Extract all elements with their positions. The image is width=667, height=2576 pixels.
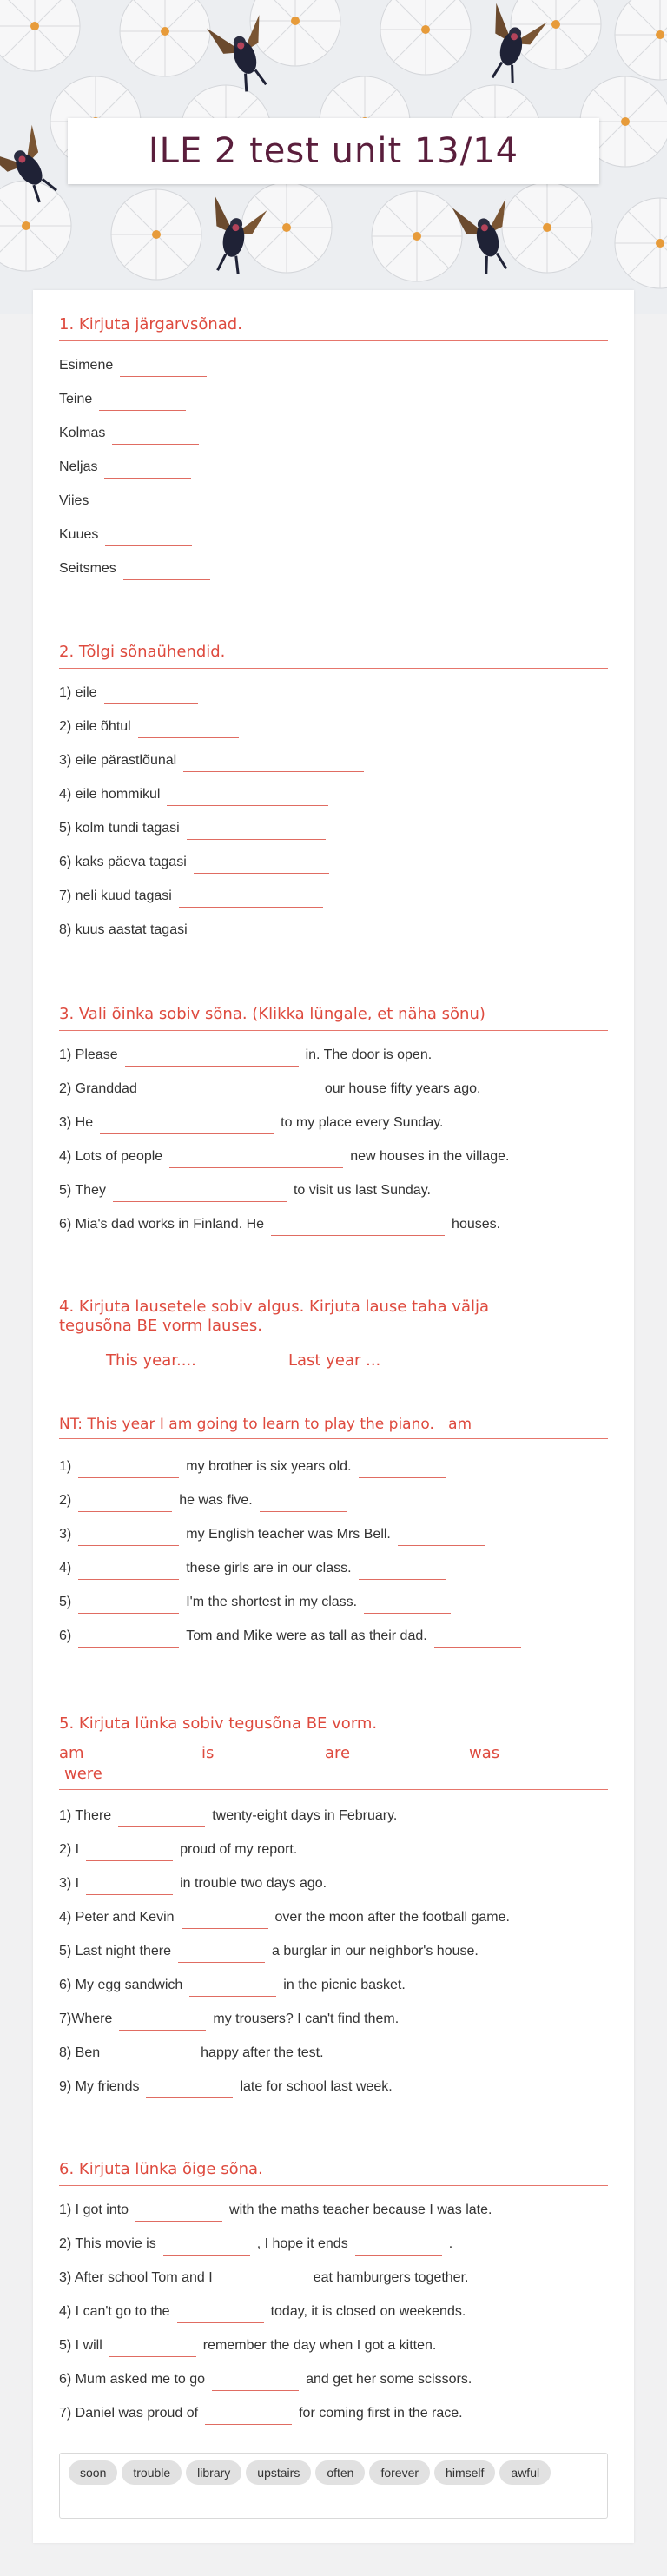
example-row [59, 1416, 608, 1439]
answer-blank[interactable] [105, 529, 192, 546]
answer-blank[interactable] [107, 2047, 194, 2064]
s2-row [59, 817, 333, 840]
s3-row [59, 1179, 431, 1202]
s4-row [59, 1456, 452, 1478]
row-text: proud of my report. [180, 1842, 298, 1857]
answer-blank[interactable] [120, 360, 207, 377]
section-2-title: 2. Tõlgi sõnaühendid. [59, 642, 608, 669]
s1-row [59, 456, 198, 479]
answer-blank[interactable] [167, 789, 328, 806]
page-title: ILE 2 test unit 13/14 [148, 131, 519, 171]
row-num: 3) [59, 1527, 72, 1542]
row-text: to visit us last Sunday. [293, 1183, 431, 1198]
row-text: 6) My egg sandwich [59, 1978, 183, 1992]
start-blank[interactable] [78, 1596, 179, 1614]
example-answer: am [448, 1416, 472, 1433]
answer-blank[interactable] [179, 890, 323, 908]
example-sentence: I am going to learn to play the piano. [159, 1416, 434, 1433]
header-banner [0, 0, 667, 314]
answer-blank[interactable] [355, 2238, 442, 2256]
answer-dropdown[interactable] [125, 1049, 299, 1067]
row-text: today, it is closed on weekends. [270, 2304, 466, 2319]
row-text: for coming first in the race. [299, 2406, 463, 2421]
row-text: 8) Ben [59, 2045, 101, 2060]
row-num: 6) [59, 1628, 72, 1643]
row-text: 5) They [59, 1183, 106, 1198]
row-text: 9) My friends [59, 2079, 140, 2094]
s2-row [59, 682, 205, 704]
row-text: remember the day when I got a kitten. [202, 2338, 437, 2353]
row-text: in. The door is open. [305, 1047, 433, 1062]
s5-row [59, 1906, 510, 1929]
be-form-blank[interactable] [434, 1630, 521, 1648]
answer-blank[interactable] [182, 1912, 268, 1929]
row-label: Kolmas [59, 426, 106, 440]
word-is: is [201, 1744, 215, 1762]
word-chip[interactable]: trouble [122, 2460, 182, 2485]
row-text: a burglar in our neighbor's house. [271, 1944, 479, 1958]
section-6-title: 6. Kirjuta lünka õige sõna. [59, 2159, 608, 2186]
row-text: 6) Mum asked me to go [59, 2372, 206, 2387]
start-blank[interactable] [78, 1529, 179, 1546]
word-was: was [469, 1744, 500, 1762]
row-text: 2) I [59, 1842, 80, 1857]
row-label: 1) eile [59, 685, 97, 700]
s6-row [59, 2402, 463, 2425]
s2-row [59, 750, 371, 772]
row-label: 8) kuus aastat tagasi [59, 922, 188, 937]
s5-row [59, 1805, 397, 1827]
s5-row [59, 1940, 479, 1963]
row-text: my trousers? I can't find them. [213, 2011, 400, 2026]
section-4-title-line2: tegusõna BE vorm lauses. [59, 1317, 262, 1335]
answer-blank[interactable] [118, 1810, 205, 1827]
answer-blank[interactable] [86, 1878, 173, 1895]
answer-dropdown[interactable] [144, 1083, 318, 1100]
row-text: with the maths teacher because I was late. [229, 2203, 492, 2217]
answer-dropdown[interactable] [100, 1117, 274, 1134]
answer-blank[interactable] [178, 1945, 265, 1963]
row-text: 3) He [59, 1115, 94, 1130]
s1-row [59, 388, 193, 411]
word-are: are [325, 1744, 351, 1762]
s4-row [59, 1557, 452, 1580]
s6-row [59, 2368, 472, 2391]
row-text: 2) This movie is [59, 2236, 156, 2251]
row-text: 5) I will [59, 2338, 102, 2353]
row-text: 7)Where [59, 2011, 113, 2026]
s5-row [59, 1974, 406, 1997]
word-bank [59, 2453, 608, 2519]
answer-dropdown[interactable] [169, 1151, 343, 1168]
s6-row [59, 2335, 436, 2357]
row-text: Tom and Mike were as tall as their dad. [186, 1628, 427, 1643]
s2-row [59, 716, 246, 738]
answer-blank[interactable] [86, 1844, 173, 1861]
answer-blank[interactable] [96, 495, 182, 512]
word-chip[interactable]: awful [499, 2460, 551, 2485]
row-text: in the picnic basket. [283, 1978, 406, 1992]
row-text: 4) I can't go to the [59, 2304, 170, 2319]
row-text: twenty-eight days in February. [212, 1808, 398, 1823]
be-form-blank[interactable] [398, 1529, 485, 1546]
start-blank[interactable] [78, 1562, 179, 1580]
s5-row [59, 2008, 399, 2031]
row-text: 2) Granddad [59, 1081, 137, 1096]
answer-blank[interactable] [220, 2272, 307, 2289]
answer-blank[interactable] [187, 822, 326, 840]
row-text: eat hamburgers together. [313, 2270, 469, 2285]
start-blank[interactable] [78, 1630, 179, 1648]
title-box [68, 118, 599, 184]
word-were: were [59, 1765, 608, 1790]
word-chip[interactable]: forever [369, 2460, 430, 2485]
answer-dropdown[interactable] [271, 1219, 445, 1236]
row-text: in trouble two days ago. [180, 1876, 327, 1891]
row-text: 1) Please [59, 1047, 118, 1062]
row-text: our house fifty years ago. [324, 1081, 481, 1096]
row-text: these girls are in our class. [186, 1561, 352, 1575]
row-num: 5) [59, 1595, 72, 1609]
answer-blank[interactable] [99, 393, 186, 411]
row-label: Kuues [59, 527, 99, 542]
s5-row [59, 2076, 393, 2098]
row-text: 3) After school Tom and I [59, 2270, 213, 2285]
section-4-title-line1: 4. Kirjuta lausetele sobiv algus. Kirjuta lause taha välja [59, 1298, 490, 1316]
s3-row [59, 1044, 432, 1067]
s4-row [59, 1523, 492, 1546]
row-text: 4) Peter and Kevin [59, 1910, 175, 1925]
answer-blank[interactable] [104, 687, 198, 704]
answer-blank[interactable] [195, 924, 320, 941]
row-num: 1) [59, 1459, 72, 1474]
s2-row [59, 851, 336, 874]
answer-dropdown[interactable] [113, 1185, 287, 1202]
s5-row [59, 2042, 324, 2064]
s6-row [59, 2267, 468, 2289]
word-chip[interactable]: library [186, 2460, 241, 2485]
s1-row [59, 490, 189, 512]
word-chip[interactable]: upstairs [246, 2460, 311, 2485]
s3-row [59, 1213, 500, 1236]
word-chip[interactable]: often [315, 2460, 365, 2485]
row-label: Neljas [59, 459, 98, 474]
s2-row [59, 885, 330, 908]
answer-blank[interactable] [104, 461, 191, 479]
answer-blank[interactable] [146, 2081, 233, 2098]
row-text: new houses in the village. [350, 1149, 510, 1164]
s3-row [59, 1112, 443, 1134]
answer-blank[interactable] [119, 2013, 206, 2031]
row-label: 5) kolm tundi tagasi [59, 821, 180, 836]
row-text: happy after the test. [201, 2045, 324, 2060]
row-text: late for school last week. [240, 2079, 393, 2094]
row-label: Esimene [59, 358, 114, 373]
row-label: Teine [59, 392, 93, 406]
row-label: Viies [59, 493, 89, 508]
answer-blank[interactable] [205, 2408, 292, 2425]
row-text: 1) I got into [59, 2203, 129, 2217]
answer-blank[interactable] [135, 2204, 222, 2222]
start-blank[interactable] [78, 1495, 172, 1512]
answer-blank[interactable] [194, 856, 329, 874]
s4-row [59, 1625, 528, 1648]
row-text: houses. [452, 1217, 501, 1232]
row-label: 6) kaks päeva tagasi [59, 855, 187, 869]
be-form-blank[interactable] [260, 1495, 347, 1512]
be-form-blank[interactable] [364, 1596, 451, 1614]
s2-row [59, 919, 327, 941]
word-chip[interactable]: himself [434, 2460, 495, 2485]
answer-blank[interactable] [183, 755, 364, 772]
row-text: , I hope it ends [256, 2236, 348, 2251]
s5-row [59, 1873, 327, 1895]
worksheet-card [33, 290, 634, 2543]
be-form-blank[interactable] [359, 1461, 446, 1478]
answer-blank[interactable] [109, 2340, 196, 2357]
row-text: . [448, 2236, 453, 2251]
row-num: 2) [59, 1493, 72, 1508]
example-prefix: NT: [59, 1416, 83, 1433]
row-text: my brother is six years old. [186, 1459, 352, 1474]
answer-blank[interactable] [177, 2306, 264, 2323]
answer-blank[interactable] [163, 2238, 250, 2256]
row-label: 4) eile hommikul [59, 787, 161, 802]
row-label: 3) eile pärastlõunal [59, 753, 177, 768]
row-text: and get her some scissors. [306, 2372, 472, 2387]
row-label: 7) neli kuud tagasi [59, 888, 172, 903]
s1-row [59, 422, 206, 445]
row-text: to my place every Sunday. [281, 1115, 444, 1130]
word-chip[interactable]: soon [69, 2460, 117, 2485]
section-5-title: 5. Kirjuta lünka sobiv tegusõna BE vorm. [59, 1714, 378, 1733]
row-text: 5) Last night there [59, 1944, 171, 1958]
answer-blank[interactable] [189, 1979, 276, 1997]
row-num: 4) [59, 1561, 72, 1575]
row-text: he was five. [179, 1493, 253, 1508]
s1-row [59, 354, 214, 377]
row-text: 7) Daniel was proud of [59, 2406, 199, 2421]
answer-blank[interactable] [138, 721, 239, 738]
s6-row [59, 2301, 466, 2323]
row-label: Seitsmes [59, 561, 116, 576]
s4-row [59, 1489, 353, 1512]
word-am: am [59, 1744, 84, 1762]
row-text: 6) Mia's dad works in Finland. He [59, 1217, 265, 1232]
s2-row [59, 783, 335, 806]
s3-row [59, 1146, 509, 1168]
s1-row [59, 558, 217, 580]
row-text: my English teacher was Mrs Bell. [186, 1527, 391, 1542]
s1-row [59, 524, 199, 546]
section-1-title: 1. Kirjuta järgarvsõnad. [59, 314, 608, 341]
row-text: I'm the shortest in my class. [186, 1595, 358, 1609]
s4-row [59, 1591, 458, 1614]
row-text: over the moon after the football game. [274, 1910, 510, 1925]
row-text: 3) I [59, 1876, 80, 1891]
s3-row [59, 1078, 481, 1100]
answer-blank[interactable] [123, 563, 210, 580]
example-start: This year [87, 1416, 155, 1433]
s6-row [59, 2233, 452, 2256]
option-last-year: Last year ... [288, 1351, 381, 1370]
row-label: 2) eile õhtul [59, 719, 131, 734]
s6-row [59, 2199, 492, 2222]
answer-blank[interactable] [112, 427, 199, 445]
section-3-title: 3. Vali õinka sobiv sõna. (Klikka lüngale, et näha sõnu) [59, 1004, 608, 1031]
answer-blank[interactable] [212, 2374, 299, 2391]
be-form-blank[interactable] [359, 1562, 446, 1580]
s5-row [59, 1839, 297, 1861]
start-blank[interactable] [78, 1461, 179, 1478]
row-text: 4) Lots of people [59, 1149, 163, 1164]
option-this-year: This year.... [106, 1351, 196, 1370]
row-text: 1) There [59, 1808, 112, 1823]
